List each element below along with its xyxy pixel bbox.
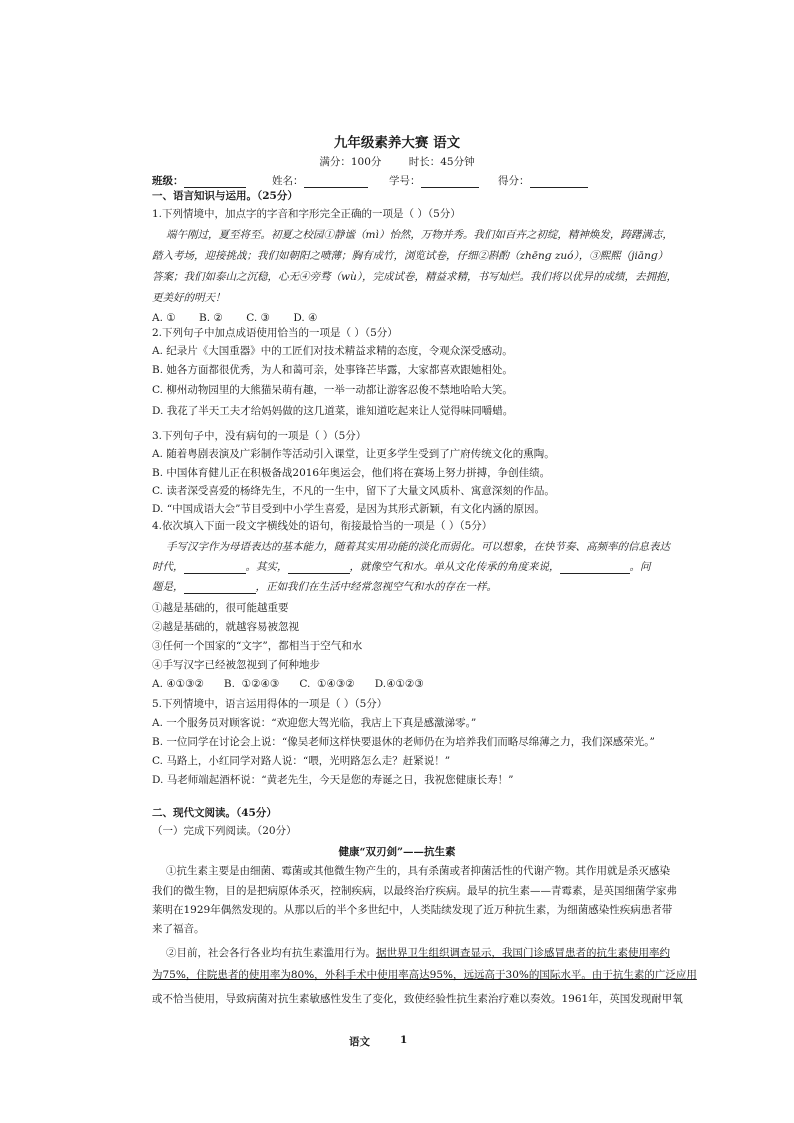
choice-item: ③任何一个国家的“文字”，都相当于空气和水 [152, 640, 363, 652]
option-d: D. 我花了半天工夫才给妈妈做的这几道菜，谁知道吃起来让人觉得味同嚼蜡。 [152, 405, 514, 417]
passage-line: 题是， ，正如我们在生活中经常忽视空气和水的存在一样。 [152, 581, 497, 593]
option-c: C. 柳州动物园里的大熊猫呆萌有趣，一举一动都让游客忍俊不禁地哈哈大笑。 [152, 384, 513, 396]
exam-meta [0, 154, 794, 169]
question-stem: 2.下列句子中加点成语使用恰当的一项是（ ）（5分） [152, 327, 398, 339]
section-heading: 一、语言知识与运用。（25分） [152, 190, 298, 202]
passage-line: 时代， 。其实， ，就像空气和水。单从文化传承的角度来说， 。问 [152, 561, 651, 573]
student-id-field: 学号： [389, 173, 479, 188]
option-b: B. 中国体育健儿正在积极备战2016年奥运会，他们将在赛场上努力拼搏，争创佳绩。 [152, 467, 551, 479]
passage-line: 答案；我们如泰山之沉稳，心无④旁骛（wù），完成试卷，精益求精，书写灿烂。我们将以优异的成绩，去拥抱， [152, 271, 677, 283]
answer-options: A. ④①③② B. ①②④③ C. ①④③② D.④①②③ [152, 678, 424, 690]
option-b: B. 她各方面都很优秀，为人和蔼可亲，处事锋芒毕露，大家都喜欢跟她相处。 [152, 364, 513, 376]
option-a: A. 随着粤剧表演及广彩制作等活动引入课堂，让更多学生受到了广府传统文化的熏陶。 [152, 448, 555, 460]
article-paragraph: 我们的微生物，目的是把病原体杀灭，控制疾病，以最终治疗疾病。最早的抗生素——青霉素，是英国细菌学家弗 [152, 885, 677, 897]
option-b: B. 一位同学在讨论会上说：“像吴老师这样快要退休的老师仍在为培养我们而略尽绵薄之力，我们深感荣光。” [152, 736, 655, 748]
article-paragraph: 或不恰当使用，导致病菌对抗生素敏感性发生了变化，致使经验性抗生素治疗难以奏效。1961年，英国发现耐甲氧 [152, 993, 683, 1005]
duration: 时长：45分钟 [408, 156, 475, 168]
article-paragraph: ②目前，社会各行各业均有抗生素滥用行为。据世界卫生组织调查显示，我国门诊感冒患者的抗生素使用率约 [166, 947, 670, 959]
option-d: D. “中国成语大会”节目受到中小学生喜爱，是因为其形式新颖，有文化内涵的原因。 [152, 503, 545, 515]
passage-line: 手写汉字作为母语表达的基本能力，随着其实用功能的淡化而弱化。可以想象，在快节奏、高频率的信息表达 [166, 541, 670, 553]
question-stem: 1.下列情境中，加点字的字音和字形完全正确的一项是（ ）（5分） [152, 208, 461, 220]
article-paragraph: 莱明在1929年偶然发现的。从那以后的半个多世纪中，人类陆续发现了近万种抗生素，为细菌感染性疾病患者带 [152, 904, 673, 916]
option-a: A. 纪录片《大国重器》中的工匠们对技术精益求精的态度，令观众深受感动。 [152, 345, 513, 357]
score-field: 得分： [498, 173, 588, 188]
option-d: D. 马老师端起酒杯说：“黄老先生，今天是您的寿诞之日，我祝您健康长寿！” [152, 774, 514, 786]
full-score: 满分：100分 [319, 156, 382, 168]
name-field: 姓名： [272, 173, 368, 188]
article-paragraph: 来了福音。 [152, 923, 205, 935]
passage-line: 更美好的明天！ [152, 292, 226, 304]
question-stem: 5.下列情境中，语言运用得体的一项是（ ）（5分） [152, 698, 388, 710]
passage-line: 端午刚过，夏至将至。初夏之校园①静谧（mì）怡然，万物并秀。我们如百卉之初绽，精神焕发，踌躇满志， [166, 229, 673, 241]
answer-options: A. ① B. ② C. ③ D. ④ [152, 312, 318, 324]
class-field: 班级： [152, 173, 246, 188]
passage-line: 踏入考场，迎接挑战；我们如朝阳之喷薄；胸有成竹，浏览试卷，仔细②斟酌（zhēnɡ zuó），③熙熙（jiānɡ） [152, 250, 669, 262]
choice-item: ①越是基础的，很可能越重要 [152, 602, 289, 614]
option-c: C. 读者深受喜爱的杨绛先生，不凡的一生中，留下了大量文风质朴、寓意深刻的作品。 [152, 485, 555, 497]
article-title: 健康“双刃剑”——抗生素 [338, 846, 456, 858]
page-number: 1 [400, 1034, 408, 1046]
choice-item: ④手写汉字已经被忽视到了何种地步 [152, 659, 320, 671]
question-stem: 4.依次填入下面一段文字横线处的语句，衔接最恰当的一项是（ ）（5分） [152, 520, 493, 532]
article-paragraph: ①抗生素主要是由细菌、霉菌或其他微生物产生的，具有杀菌或者抑菌活性的代谢产物。其作用就是杀灭感染 [166, 865, 670, 877]
option-c: C. 马路上，小红同学对路人说：“喂，光明路怎么走？赶紧说！” [152, 755, 451, 767]
article-paragraph: 为75%，住院患者的使用率为80%，外科手术中使用率高达95%，远远高于30%的国际水平。由于抗生素的广泛应用 [152, 969, 697, 981]
subsection-heading: （一）完成下列阅读。（20分） [152, 825, 297, 837]
footer-subject: 语文 [349, 1036, 370, 1048]
choice-item: ②越是基础的，就越容易被忽视 [152, 621, 299, 633]
option-a: A. 一个服务员对顾客说：“欢迎您大驾光临，我店上下真是感激涕零。” [152, 717, 477, 729]
section-heading: 二、现代文阅读。（45分） [152, 807, 277, 819]
page-title: 九年级素养大赛 语文 [333, 135, 461, 151]
question-stem: 3.下列句子中，没有病句的一项是（ ）（5分） [152, 430, 367, 442]
